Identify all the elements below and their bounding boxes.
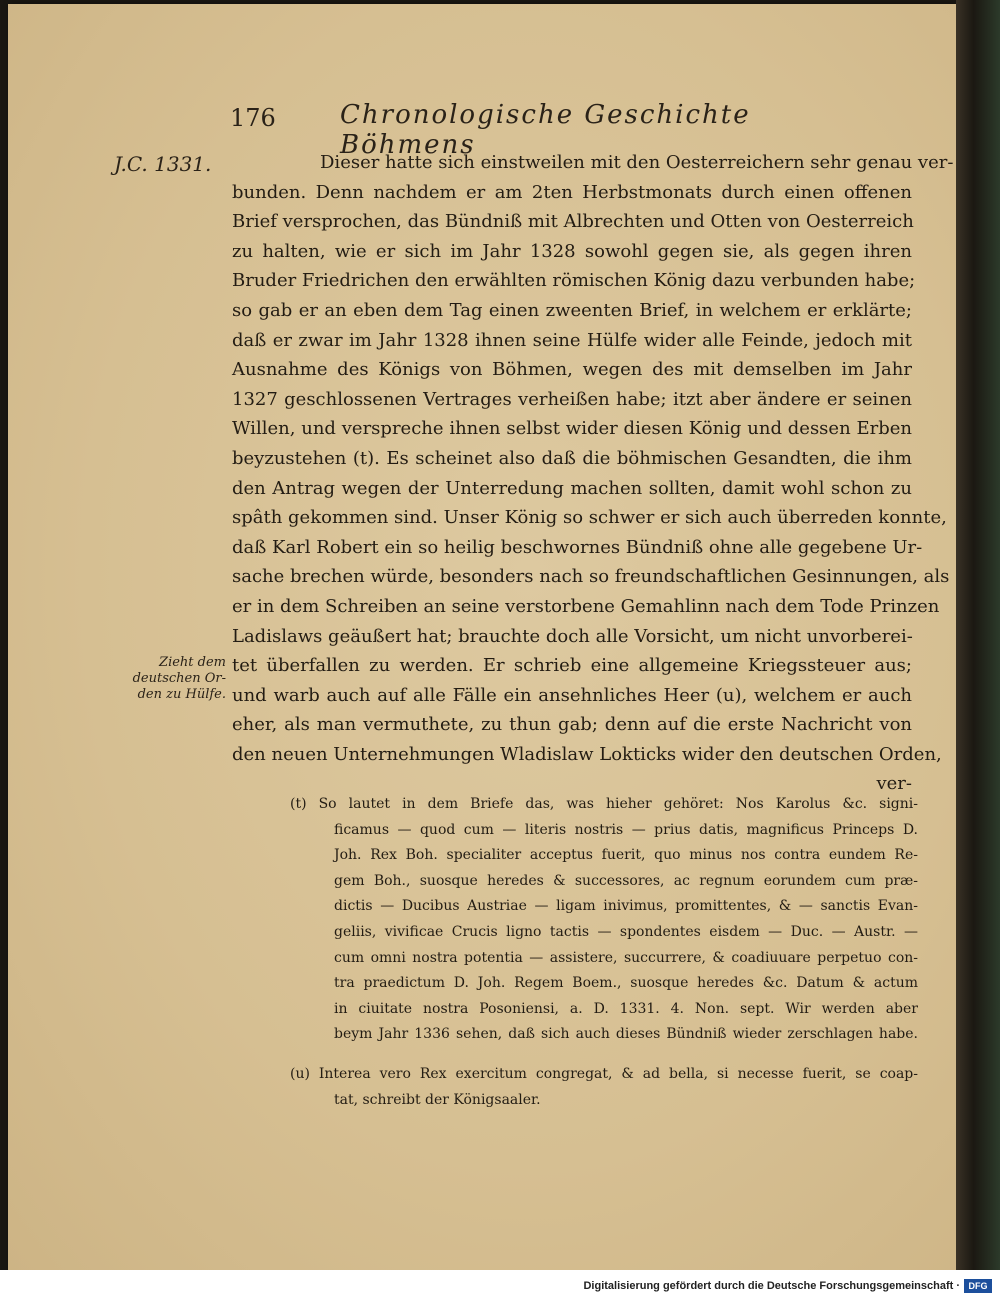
- body-line: bunden. Denn nachdem er am 2ten Herbstmonats durch einen offenen: [232, 181, 912, 203]
- body-line: Bruder Friedrichen den erwählten römischen König dazu verbunden habe;: [232, 270, 916, 292]
- body-line: daß er zwar im Jahr 1328 ihnen seine Hülfe wider alle Feinde, jedoch mit: [232, 329, 912, 351]
- body-line: Dieser hatte sich einstweilen mit den Oesterreichern sehr genau ver-: [320, 152, 954, 173]
- body-line: Ausnahme des Königs von Böhmen, wegen des mit demselben im Jahr: [232, 359, 912, 381]
- side-note-line: Zieht dem: [159, 655, 226, 670]
- side-note-line: den zu Hülfe.: [137, 687, 226, 702]
- footnote-t-line: in ciuitate nostra Posoniensi, a. D. 1331. 4. Non. sept. Wir werden aber: [334, 1000, 918, 1017]
- side-marginal-note: [120, 655, 226, 703]
- body-line: sache brechen würde, besonders nach so freundschaftlichen Gesinnungen, als: [232, 566, 950, 588]
- year-marginal-note: J.C. 1331.: [114, 152, 212, 176]
- footnote-t-line: (t) So lautet in dem Briefe das, was hieher gehöret: Nos Karolus &c. signi-: [290, 796, 918, 812]
- body-line: eher, als man vermuthete, zu thun gab; denn auf die erste Nachricht von: [232, 714, 912, 736]
- body-text: [232, 148, 954, 799]
- footnote-t-line: geliis, vivificae Crucis ligno tactis — spondentes eisdem — Duc. — Austr. —: [334, 923, 918, 940]
- digitization-credit: Digitalisierung gefördert durch die Deutsche Forschungsgemeinschaft ·: [583, 1280, 960, 1292]
- footnote-u-line: tat, schreibt der Königsaaler.: [334, 1091, 541, 1108]
- page-number: 176: [230, 104, 276, 132]
- body-line: den Antrag wegen der Unterredung machen sollten, damit wohl schon zu: [232, 477, 912, 499]
- body-line: und warb auch auf alle Fälle ein ansehnliches Heer (u), welchem er auch: [232, 684, 912, 706]
- footnotes: [290, 792, 918, 1113]
- footnote-t-line: tra praedictum D. Joh. Regem Boem., suosque heredes &c. Datum & actum: [334, 975, 918, 992]
- footnote-t-line: ficamus — quod cum — literis nostris — prius datis, magnificus Princeps D.: [334, 821, 918, 838]
- page-title: Chronologische Geschichte Böhmens: [340, 100, 751, 160]
- dfg-logo-icon: DFG: [964, 1279, 992, 1293]
- body-line: tet überfallen zu werden. Er schrieb eine allgemeine Kriegssteuer aus;: [232, 655, 912, 677]
- body-line: so gab er an eben dem Tag einen zweenten Brief, in welchem er erklärte;: [232, 299, 912, 321]
- footnote-t-line: beym Jahr 1336 sehen, daß sich auch dieses Bündniß wieder zerschlagen habe.: [334, 1026, 918, 1043]
- body-line: zu halten, wie er sich im Jahr 1328 sowohl gegen sie, als gegen ihren: [232, 240, 912, 262]
- running-head: [230, 100, 820, 160]
- body-line: spâth gekommen sind. Unser König so schwer er sich auch überreden konnte,: [232, 507, 947, 529]
- body-line: er in dem Schreiben an seine verstorbene Gemahlinn nach dem Tode Prinzen: [232, 595, 940, 617]
- body-line: Brief versprochen, das Bündniß mit Albrechten und Otten von Oesterreich: [232, 211, 914, 233]
- book-spine: [956, 0, 1000, 1280]
- footnote-gap: [290, 1048, 918, 1062]
- body-line: Ladislaws geäußert hat; brauchte doch alle Vorsicht, um nicht unvorberei-: [232, 625, 913, 647]
- side-note-line: deutschen Or-: [132, 671, 226, 686]
- footnote-t-line: gem Boh., suosque heredes & successores, ac regnum eorundem cum præ-: [334, 872, 918, 889]
- footnote-t-line: cum omni nostra potentia — assistere, succurrere, & coadiuuare perpetuo con-: [334, 949, 918, 966]
- footnote-t-line: Joh. Rex Boh. specialiter acceptus fuerit, quo minus nos contra eundem Re-: [334, 847, 918, 864]
- catchword: ver-: [876, 773, 912, 795]
- body-line: Willen, und verspreche ihnen selbst wider diesen König und dessen Erben: [232, 418, 912, 440]
- body-line: beyzustehen (t). Es scheinet also daß die böhmischen Gesandten, die ihm: [232, 447, 912, 469]
- body-line: daß Karl Robert ein so heilig beschwornes Bündniß ohne alle gegebene Ur-: [232, 536, 923, 558]
- body-line: 1327 geschlossenen Vertrages verheißen habe; itzt aber ändere er seinen: [232, 388, 912, 410]
- footnote-u-line: (u) Interea vero Rex exercitum congregat, & ad bella, si necesse fuerit, se coap-: [290, 1065, 918, 1082]
- body-line: den neuen Unternehmungen Wladislaw Lokticks wider den deutschen Orden,: [232, 743, 942, 765]
- footnote-t-line: dictis — Ducibus Austriae — ligam inivimus, promittentes, & — sanctis Evan-: [334, 898, 918, 915]
